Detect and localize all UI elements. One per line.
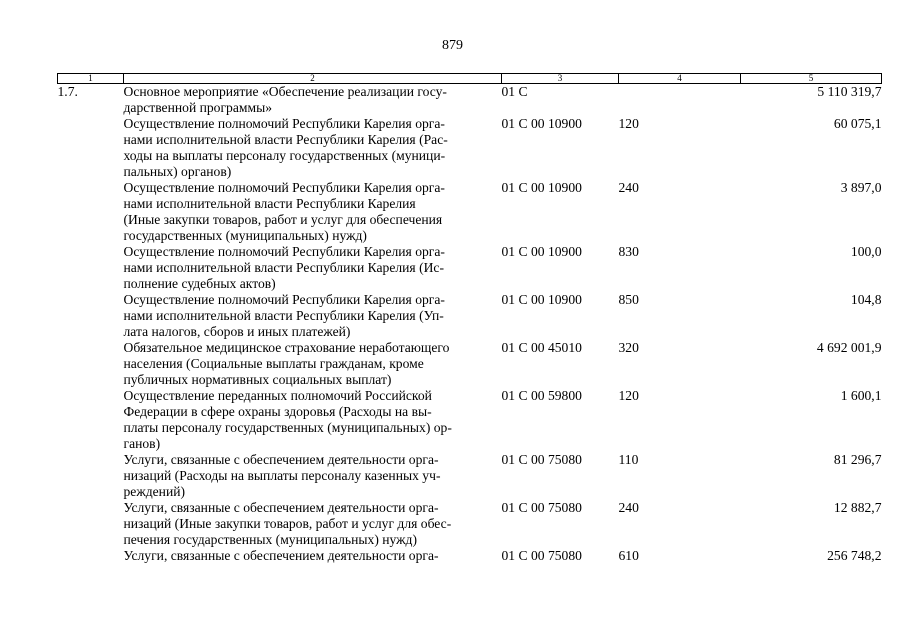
header-row (58, 74, 882, 84)
row-number-cell (58, 500, 124, 548)
description-line: нами исполнительной власти Республики Карелия (Уп- (123, 308, 444, 323)
description-line: Федерации в сфере охраны здоровья (Расходы на вы- (123, 404, 432, 419)
description-line: Услуги, связанные с обеспечением деятельности орга- (123, 452, 439, 467)
column-header: 3 (502, 74, 619, 84)
target-code-cell: 01 С 00 10900 (501, 180, 582, 195)
row-number-cell (58, 388, 124, 452)
description-line: Осуществление полномочий Республики Карелия орга- (123, 244, 445, 259)
amount-cell: 100,0 (850, 244, 882, 259)
amount-cell: 60 075,1 (833, 116, 882, 131)
amount-cell: 3 897,0 (840, 180, 882, 195)
target-code-cell: 01 С 00 45010 (501, 340, 582, 355)
target-code-cell: 01 С 00 75080 (501, 500, 582, 515)
description-line: лата налогов, сборов и иных платежей) (123, 324, 351, 339)
row-number-cell: 1.7. (57, 84, 78, 99)
description-line: нами исполнительной власти Республики Карелия (123, 196, 416, 211)
expense-type-cell: 240 (618, 500, 639, 515)
description-line: дарственной программы» (123, 100, 273, 115)
target-code-cell: 01 С 00 10900 (501, 116, 582, 131)
amount-cell: 81 296,7 (833, 452, 882, 467)
row-number-cell (58, 340, 124, 388)
description-line: нами исполнительной власти Республики Карелия (Ис- (123, 260, 444, 275)
column-header: 4 (619, 74, 741, 84)
description-line: Основное мероприятие «Обеспечение реализации госу- (123, 84, 447, 99)
description-line: Услуги, связанные с обеспечением деятельности орга- (123, 500, 439, 515)
description-cell (124, 84, 502, 117)
target-code-cell: 01 С 00 59800 (501, 388, 582, 403)
description-line: (Иные закупки товаров, работ и услуг для обеспечения (123, 212, 443, 227)
description-cell (124, 548, 502, 564)
description-line: населения (Социальные выплаты гражданам, кроме (123, 356, 424, 371)
target-code-cell: 01 С (501, 84, 528, 99)
description-cell (124, 244, 502, 292)
description-cell (124, 388, 502, 452)
page-number: 879 (442, 38, 463, 53)
description-line: Обязательное медицинское страхование неработающего (123, 340, 450, 355)
description-line: низаций (Иные закупки товаров, работ и услуг для обес- (123, 516, 452, 531)
expense-type-cell (619, 84, 741, 117)
description-cell (124, 340, 502, 388)
description-line: ходы на выплаты персоналу государственных (муници- (123, 148, 446, 163)
description-cell (124, 180, 502, 244)
description-cell (124, 116, 502, 180)
description-line: Осуществление полномочий Республики Карелия орга- (123, 180, 445, 195)
table-row (58, 340, 882, 388)
expense-type-cell: 110 (618, 452, 639, 467)
target-code-cell: 01 С 00 10900 (501, 244, 582, 259)
description-line: нами исполнительной власти Республики Карелия (Рас- (123, 132, 448, 147)
description-line: реждений) (123, 484, 186, 499)
column-header: 2 (124, 74, 502, 84)
table-row (58, 116, 882, 180)
column-header: 5 (741, 74, 882, 84)
description-line: Осуществление переданных полномочий Российской (123, 388, 432, 403)
budget-table (57, 73, 882, 564)
target-code-cell: 01 С 00 75080 (501, 548, 582, 563)
description-line: Осуществление полномочий Республики Карелия орга- (123, 116, 445, 131)
target-code-cell: 01 С 00 10900 (501, 292, 582, 307)
amount-cell: 1 600,1 (840, 388, 882, 403)
amount-cell: 4 692 001,9 (816, 340, 882, 355)
amount-cell: 104,8 (850, 292, 882, 307)
description-cell (124, 500, 502, 548)
description-cell (124, 452, 502, 500)
column-header: 1 (58, 74, 124, 84)
table-row (58, 548, 882, 564)
expense-type-cell: 120 (618, 116, 639, 131)
row-number-cell (58, 116, 124, 180)
description-cell (124, 292, 502, 340)
description-line: полнение судебных актов) (123, 276, 276, 291)
row-number-cell (58, 548, 124, 564)
table-row (58, 388, 882, 452)
description-line: печения государственных (муниципальных) нужд) (123, 532, 417, 547)
amount-cell: 5 110 319,7 (817, 84, 882, 99)
expense-type-cell: 610 (618, 548, 639, 563)
row-number-cell (58, 180, 124, 244)
description-line: государственных (муниципальных) нужд) (123, 228, 367, 243)
row-number-cell (58, 452, 124, 500)
expense-type-cell: 320 (618, 340, 639, 355)
expense-type-cell: 830 (618, 244, 639, 259)
amount-cell: 12 882,7 (833, 500, 882, 515)
table-row (58, 180, 882, 244)
expense-type-cell: 240 (618, 180, 639, 195)
description-line: Осуществление полномочий Республики Карелия орга- (123, 292, 445, 307)
table-row (58, 292, 882, 340)
target-code-cell: 01 С 00 75080 (501, 452, 582, 467)
row-number-cell (58, 244, 124, 292)
amount-cell: 256 748,2 (827, 548, 882, 563)
description-line: публичных нормативных социальных выплат) (123, 372, 392, 387)
description-line: платы персоналу государственных (муниципальных) ор- (123, 420, 452, 435)
expense-type-cell: 850 (618, 292, 639, 307)
table-row (58, 500, 882, 548)
description-line: ганов) (123, 436, 161, 451)
description-line: низаций (Расходы на выплаты персоналу казенных уч- (123, 468, 441, 483)
expense-type-cell: 120 (618, 388, 639, 403)
description-line: пальных) органов) (123, 164, 232, 179)
table-row (58, 244, 882, 292)
row-number-cell (58, 292, 124, 340)
table-row (58, 452, 882, 500)
table-row (58, 84, 882, 117)
description-line: Услуги, связанные с обеспечением деятельности орга- (123, 548, 439, 563)
table-body (58, 84, 882, 565)
